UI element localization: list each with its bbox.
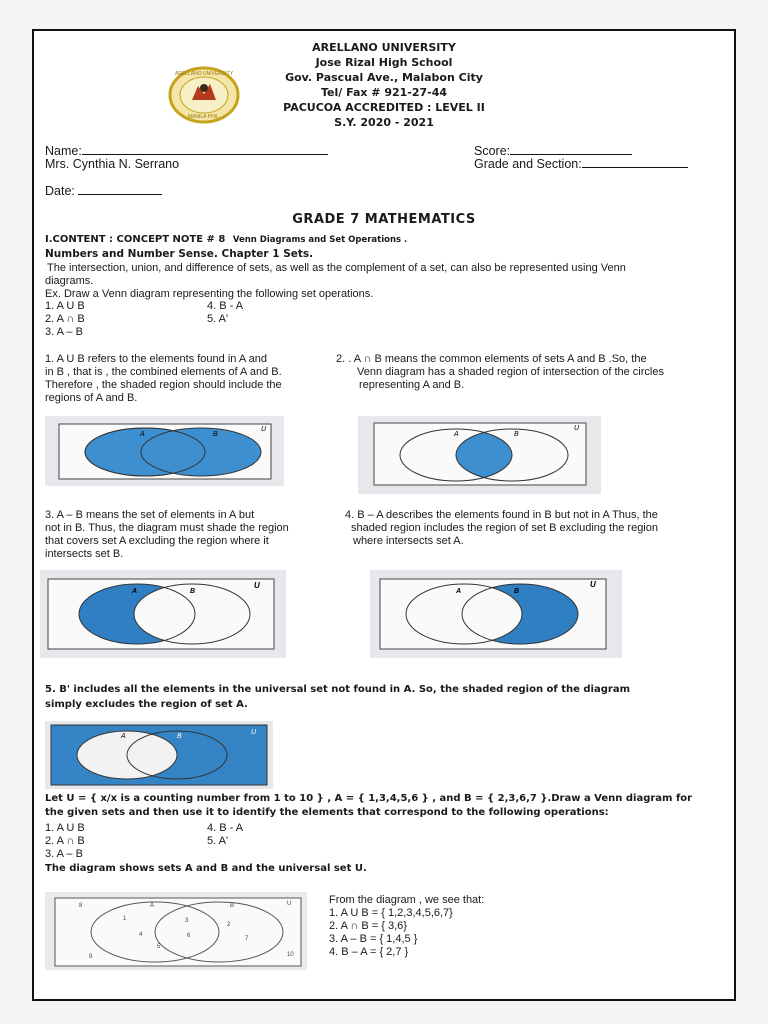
content-topic: Venn Diagrams and Set Operations .: [232, 235, 408, 245]
university-name: ARELLANO UNIVERSITY: [312, 41, 456, 54]
seal-top-text: ARELLANO UNIVERSITY: [174, 71, 234, 77]
intersection-line-2: Venn diagram has a shaded region of intersection of the circles: [357, 366, 664, 378]
problem-op-complement: 5. A': [207, 835, 229, 847]
seal-bottom-text: MANILA PHIL.: [187, 114, 221, 120]
venn-example-label-a: A: [150, 903, 155, 909]
grade-section-label: Grade and Section:: [474, 157, 582, 171]
result-intersection: 2. A ∩ B = { 3,6}: [329, 920, 407, 932]
name-label: Name:: [45, 144, 82, 158]
date-line: [78, 184, 162, 195]
venn-intersection-label-b: B: [514, 431, 519, 438]
venn-union-label-u: U: [261, 426, 267, 433]
venn-example: [45, 892, 307, 970]
teacher-name: Mrs. Cynthia N. Serrano: [45, 157, 180, 171]
intersection-line-1: 2. . A ∩ B means the common elements of sets A and B .So, the: [336, 353, 647, 365]
venn-complement-label-a: A: [121, 733, 126, 740]
results-intro: From the diagram , we see that:: [329, 894, 485, 906]
venn-b-minus-a-label-a: A: [456, 588, 462, 595]
score-label: Score:: [474, 144, 511, 158]
grade-section-field[interactable]: [474, 157, 688, 171]
venn-intersection-label-a: A: [454, 431, 459, 438]
venn-complement: [45, 721, 273, 789]
venn-example-num-2: 2: [227, 922, 231, 928]
venn-a-minus-b: [40, 570, 286, 658]
problem-op-b-minus-a: 4. B - A: [207, 822, 244, 834]
intersection-explanation: [336, 353, 664, 392]
school-address: Gov. Pascual Ave., Malabon City: [285, 71, 483, 84]
name-field[interactable]: [45, 144, 328, 158]
venn-example-num-1: 1: [123, 916, 127, 922]
problem-op-intersection: 2. A ∩ B: [45, 835, 85, 847]
date-field[interactable]: [45, 184, 162, 198]
school-telfax: Tel/ Fax # 921-27-44: [320, 86, 448, 99]
venn-union-set-b: [141, 428, 261, 476]
venn-b-minus-a: [370, 570, 622, 658]
venn-intersection-label-u: U: [574, 425, 580, 432]
result-union: 1. A U B = { 1,2,3,4,5,6,7}: [329, 907, 453, 919]
venn-example-num-9: 9: [89, 954, 93, 960]
intro-example: Ex. Draw a Venn diagram representing the following set operations.: [45, 288, 374, 300]
school-year: S.Y. 2020 - 2021: [334, 116, 434, 129]
venn-a-minus-b-label-u: U: [254, 581, 260, 590]
complement-line-2: simply excludes the region of set A.: [45, 699, 248, 710]
a-minus-b-line-2: not in B. Thus, the diagram must shade the region: [45, 522, 289, 534]
b-minus-a-line-1: 4. B – A describes the elements found in B but not in A Thus, the: [345, 509, 658, 521]
venn-example-label-b: B: [230, 903, 235, 909]
venn-intersection: [358, 416, 601, 494]
grade-section-line: [582, 157, 688, 168]
b-minus-a-line-2: shaded region includes the region of set B excluding the region: [351, 522, 658, 534]
venn-complement-label-u: U: [251, 729, 257, 736]
union-line-4: regions of A and B.: [45, 392, 138, 404]
name-line: [82, 144, 328, 155]
venn-complement-label-b: B: [177, 733, 182, 740]
a-minus-b-line-4: intersects set B.: [45, 548, 124, 560]
venn-example-num-8: 8: [79, 903, 83, 909]
op-complement: 5. A': [207, 313, 229, 325]
a-minus-b-explanation: [45, 509, 289, 561]
date-label: Date:: [45, 184, 75, 198]
op-a-minus-b: 3. A – B: [45, 326, 83, 338]
accreditation: PACUCOA ACCREDITED : LEVEL II: [283, 101, 485, 114]
venn-union: [45, 416, 284, 486]
b-minus-a-explanation: [345, 509, 658, 548]
b-minus-a-line-3: where intersects set A.: [353, 535, 464, 547]
problem-op-a-minus-b: 3. A – B: [45, 848, 83, 860]
subheading: Numbers and Number Sense. Chapter 1 Sets.: [45, 248, 314, 260]
a-minus-b-line-1: 3. A – B means the set of elements in A but: [45, 509, 255, 521]
venn-b-minus-a-label-b: B: [514, 588, 520, 595]
intro-line-1: The intersection, union, and difference of sets, as well as the complement of a set, can also be represented using Venn: [47, 262, 626, 274]
page-title: GRADE 7 MATHEMATICS: [292, 212, 476, 227]
intro-line-2: diagrams.: [45, 275, 94, 287]
union-explanation: [45, 353, 282, 405]
score-line: [510, 144, 632, 155]
a-minus-b-line-3: that covers set A excluding the region where it: [45, 535, 269, 547]
venn-example-num-3: 3: [185, 918, 189, 924]
problem-line-2: the given sets and then use it to identify the elements that correspond to the following operations:: [45, 807, 609, 818]
result-a-minus-b: 3. A – B = { 1,4,5 }: [329, 933, 418, 945]
problem-op-union: 1. A U B: [45, 822, 85, 834]
op-intersection: 2. A ∩ B: [45, 313, 85, 325]
union-line-1: 1. A U B refers to the elements found in A and: [45, 353, 267, 365]
venn-example-label-u: U: [287, 901, 292, 907]
op-union: 1. A U B: [45, 300, 85, 312]
problem-statement: [45, 792, 692, 820]
union-line-3: Therefore , the shaded region should include the: [45, 379, 282, 391]
intersection-line-3: representing A and B.: [359, 379, 465, 391]
results: [329, 894, 484, 959]
complement-line-1: 5. B' includes all the elements in the universal set not found in A. So, the shaded region of the diagram: [45, 684, 630, 695]
venn-a-minus-b-label-b: B: [190, 588, 196, 595]
venn-b-minus-a-label-u: U: [590, 580, 596, 589]
venn-example-num-10: 10: [287, 952, 294, 958]
complement-explanation: [45, 682, 630, 712]
union-line-2: in B , that is , the combined elements of A and B.: [45, 366, 282, 378]
venn-union-label-a: A: [140, 431, 145, 438]
content-label-text: I.CONTENT : CONCEPT NOTE # 8: [45, 234, 226, 245]
venn-example-num-6: 6: [187, 933, 191, 939]
score-field[interactable]: [474, 144, 632, 158]
venn-union-label-b: B: [213, 431, 218, 438]
problem-line-1: Let U = { x/x is a counting number from 1 to 10 } , A = { 1,3,4,5,6 } , and B = { 2,3,6,7 }.Draw a Venn diagram for: [45, 793, 693, 804]
op-b-minus-a: 4. B - A: [207, 300, 244, 312]
venn-example-num-5: 5: [157, 944, 161, 950]
school-name: Jose Rizal High School: [315, 56, 453, 69]
venn-a-minus-b-label-a: A: [132, 588, 138, 595]
diagram-caption: The diagram shows sets A and B and the universal set U.: [45, 863, 367, 874]
result-b-minus-a: 4. B – A = { 2,7 }: [329, 946, 409, 958]
venn-example-num-7: 7: [245, 936, 249, 942]
venn-example-num-4: 4: [139, 932, 143, 938]
content-label: [45, 234, 407, 245]
